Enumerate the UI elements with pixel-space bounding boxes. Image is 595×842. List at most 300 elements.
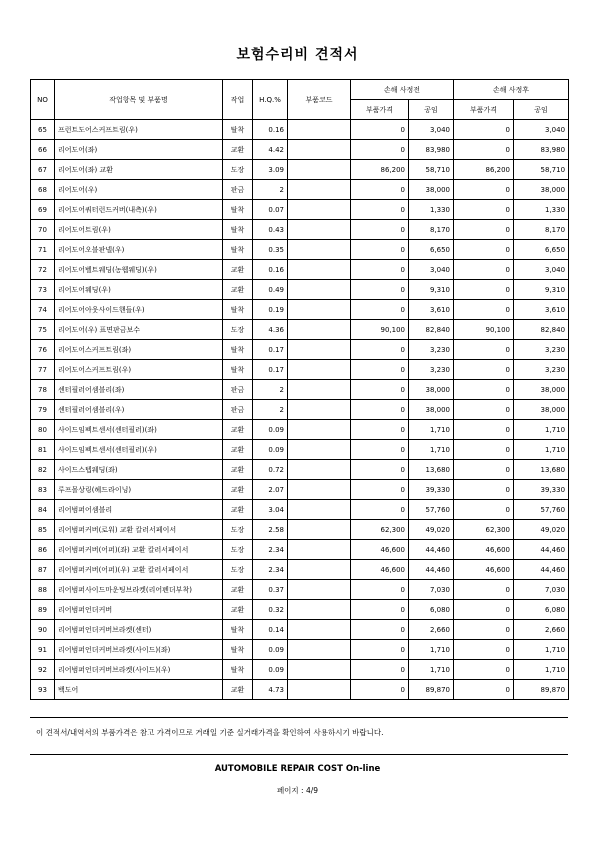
row-after-part-price: 0: [454, 500, 514, 520]
row-hq: 2: [253, 180, 288, 200]
row-work-type: 탈착: [223, 340, 253, 360]
row-hq: 4.42: [253, 140, 288, 160]
row-after-labor: 38,000: [514, 380, 569, 400]
table-row: [31, 220, 569, 240]
row-item-name: 사이드스텝웨딩(좌): [55, 460, 223, 480]
row-work-type: 교환: [223, 600, 253, 620]
row-hq: 0.32: [253, 600, 288, 620]
row-after-part-price: 62,300: [454, 520, 514, 540]
table-row: [31, 480, 569, 500]
row-hq: 0.09: [253, 440, 288, 460]
row-after-part-price: 0: [454, 460, 514, 480]
row-before-part-price: 0: [351, 120, 409, 140]
row-hq: 0.35: [253, 240, 288, 260]
row-part-code: [288, 360, 351, 380]
row-before-labor: 6,080: [409, 600, 454, 620]
footer-brand: AUTOMOBILE REPAIR COST On-line: [214, 764, 381, 774]
table-row: [31, 240, 569, 260]
row-item-name: 센터필러어셈블리(좌): [55, 380, 223, 400]
row-no: 71: [31, 240, 55, 260]
row-before-part-price: 0: [351, 180, 409, 200]
row-hq: 0.37: [253, 580, 288, 600]
row-item-name: 리어도어(좌): [55, 140, 223, 160]
row-after-part-price: 0: [454, 620, 514, 640]
table-row: [31, 440, 569, 460]
row-item-name: 리어도어벨트웨딩(농웹웨딩)(우): [55, 260, 223, 280]
row-no: 93: [31, 680, 55, 700]
page-number: 페이지 : 4/9: [276, 786, 319, 795]
row-before-labor: 3,040: [409, 120, 454, 140]
row-after-part-price: 0: [454, 360, 514, 380]
row-after-labor: 38,000: [514, 180, 569, 200]
row-before-labor: 83,980: [409, 140, 454, 160]
header-before-part-price: 부품가격: [351, 100, 409, 120]
row-before-part-price: 0: [351, 260, 409, 280]
row-before-part-price: 0: [351, 460, 409, 480]
table-row: [31, 200, 569, 220]
table-row: [31, 540, 569, 560]
row-before-labor: 1,710: [409, 660, 454, 680]
row-no: 73: [31, 280, 55, 300]
row-after-part-price: 0: [454, 220, 514, 240]
row-hq: 2.34: [253, 540, 288, 560]
row-before-labor: 57,760: [409, 500, 454, 520]
row-before-labor: 44,460: [409, 540, 454, 560]
row-hq: 2.58: [253, 520, 288, 540]
row-no: 88: [31, 580, 55, 600]
row-before-labor: 13,680: [409, 460, 454, 480]
row-item-name: 리어도어스커프트림(우): [55, 360, 223, 380]
header-after-assessment: 손해 사정후: [454, 80, 569, 100]
row-after-part-price: 0: [454, 180, 514, 200]
row-item-name: 리어범퍼커버(로워) 교환 칼러서페이서: [55, 520, 223, 540]
row-work-type: 교환: [223, 680, 253, 700]
row-work-type: 탈착: [223, 200, 253, 220]
row-no: 83: [31, 480, 55, 500]
row-item-name: 리어도어(우): [55, 180, 223, 200]
row-before-part-price: 0: [351, 500, 409, 520]
row-before-labor: 3,230: [409, 360, 454, 380]
row-item-name: 루프몰상링(헤드라이닝): [55, 480, 223, 500]
row-after-labor: 38,000: [514, 400, 569, 420]
row-work-type: 도장: [223, 540, 253, 560]
row-no: 89: [31, 600, 55, 620]
row-no: 67: [31, 160, 55, 180]
header-work: 작업: [223, 80, 253, 120]
row-before-part-price: 0: [351, 580, 409, 600]
row-before-labor: 38,000: [409, 180, 454, 200]
row-before-part-price: 0: [351, 600, 409, 620]
row-after-labor: 3,230: [514, 360, 569, 380]
row-part-code: [288, 300, 351, 320]
row-work-type: 도장: [223, 520, 253, 540]
row-part-code: [288, 540, 351, 560]
row-part-code: [288, 240, 351, 260]
row-work-type: 탈착: [223, 640, 253, 660]
table-row: [31, 320, 569, 340]
row-before-labor: 44,460: [409, 560, 454, 580]
row-after-labor: 44,460: [514, 540, 569, 560]
row-no: 65: [31, 120, 55, 140]
row-after-part-price: 0: [454, 140, 514, 160]
row-before-part-price: 90,100: [351, 320, 409, 340]
estimate-table: [30, 79, 569, 700]
row-after-labor: 2,660: [514, 620, 569, 640]
row-item-name: 리어범퍼언더커버브라켓(사이드)(우): [55, 660, 223, 680]
row-part-code: [288, 480, 351, 500]
row-before-labor: 1,710: [409, 420, 454, 440]
row-item-name: 리어도어(좌) 교환: [55, 160, 223, 180]
row-after-part-price: 0: [454, 580, 514, 600]
row-before-labor: 49,020: [409, 520, 454, 540]
row-no: 75: [31, 320, 55, 340]
row-after-part-price: 0: [454, 240, 514, 260]
row-part-code: [288, 340, 351, 360]
row-before-part-price: 0: [351, 360, 409, 380]
row-after-labor: 13,680: [514, 460, 569, 480]
row-after-part-price: 0: [454, 600, 514, 620]
row-after-labor: 8,170: [514, 220, 569, 240]
row-part-code: [288, 460, 351, 480]
row-no: 81: [31, 440, 55, 460]
row-after-labor: 58,710: [514, 160, 569, 180]
row-work-type: 탈착: [223, 660, 253, 680]
row-work-type: 교환: [223, 580, 253, 600]
row-no: 78: [31, 380, 55, 400]
row-after-part-price: 46,600: [454, 540, 514, 560]
row-no: 86: [31, 540, 55, 560]
row-before-part-price: 0: [351, 640, 409, 660]
row-work-type: 교환: [223, 460, 253, 480]
row-work-type: 탈착: [223, 240, 253, 260]
row-after-labor: 57,760: [514, 500, 569, 520]
row-before-part-price: 0: [351, 420, 409, 440]
row-before-part-price: 0: [351, 440, 409, 460]
table-header: [31, 80, 569, 120]
row-part-code: [288, 580, 351, 600]
table-row: [31, 400, 569, 420]
table-row: [31, 340, 569, 360]
row-before-labor: 8,170: [409, 220, 454, 240]
row-no: 70: [31, 220, 55, 240]
table-row: [31, 580, 569, 600]
row-after-labor: 3,610: [514, 300, 569, 320]
row-hq: 0.43: [253, 220, 288, 240]
row-before-part-price: 46,600: [351, 540, 409, 560]
row-after-labor: 1,710: [514, 660, 569, 680]
row-part-code: [288, 600, 351, 620]
row-hq: 0.09: [253, 660, 288, 680]
row-hq: 0.16: [253, 260, 288, 280]
row-part-code: [288, 420, 351, 440]
row-before-labor: 3,040: [409, 260, 454, 280]
row-no: 72: [31, 260, 55, 280]
row-hq: 3.04: [253, 500, 288, 520]
row-work-type: 탈착: [223, 360, 253, 380]
header-no: NO: [31, 80, 55, 120]
row-no: 68: [31, 180, 55, 200]
header-before-labor: 공임: [409, 100, 454, 120]
row-part-code: [288, 120, 351, 140]
row-item-name: 리어범퍼커버(어퍼)(우) 교환 칼러서페이서: [55, 560, 223, 580]
row-item-name: 리어범퍼언더커버브라켓(센터): [55, 620, 223, 640]
row-no: 74: [31, 300, 55, 320]
row-hq: 4.73: [253, 680, 288, 700]
header-part-code: 부품코드: [288, 80, 351, 120]
row-work-type: 판금: [223, 400, 253, 420]
header-after-labor: 공임: [514, 100, 569, 120]
row-after-part-price: 0: [454, 260, 514, 280]
row-before-labor: 9,310: [409, 280, 454, 300]
row-after-part-price: 0: [454, 200, 514, 220]
row-work-type: 교환: [223, 500, 253, 520]
row-before-part-price: 46,600: [351, 560, 409, 580]
row-hq: 0.19: [253, 300, 288, 320]
row-after-part-price: 0: [454, 120, 514, 140]
row-work-type: 탈착: [223, 300, 253, 320]
row-hq: 4.36: [253, 320, 288, 340]
row-before-labor: 3,610: [409, 300, 454, 320]
row-after-part-price: 0: [454, 680, 514, 700]
row-part-code: [288, 220, 351, 240]
row-after-labor: 6,080: [514, 600, 569, 620]
row-no: 87: [31, 560, 55, 580]
row-after-labor: 3,230: [514, 340, 569, 360]
table-row: [31, 640, 569, 660]
row-work-type: 교환: [223, 140, 253, 160]
row-part-code: [288, 400, 351, 420]
row-before-part-price: 0: [351, 400, 409, 420]
row-after-part-price: 0: [454, 280, 514, 300]
row-work-type: 판금: [223, 180, 253, 200]
row-before-labor: 6,650: [409, 240, 454, 260]
table-row: [31, 420, 569, 440]
table-row: [31, 460, 569, 480]
row-item-name: 리어범퍼언더커버브라켓(사이드)(좌): [55, 640, 223, 660]
row-work-type: 도장: [223, 560, 253, 580]
row-part-code: [288, 620, 351, 640]
row-after-labor: 83,980: [514, 140, 569, 160]
row-before-part-price: 0: [351, 220, 409, 240]
disclaimer-note: 이 견적서/내역서의 부품가격은 참고 가격이므로 거래일 기준 실거래가격을 확인하여 사용하시기 바랍니다.: [30, 717, 568, 755]
row-no: 69: [31, 200, 55, 220]
header-before-assessment: 손해 사정전: [351, 80, 454, 100]
row-after-part-price: 0: [454, 640, 514, 660]
row-part-code: [288, 260, 351, 280]
row-after-part-price: 0: [454, 480, 514, 500]
row-part-code: [288, 380, 351, 400]
row-part-code: [288, 200, 351, 220]
row-after-labor: 1,710: [514, 440, 569, 460]
row-hq: 0.09: [253, 640, 288, 660]
row-after-labor: 1,710: [514, 420, 569, 440]
table-row: [31, 380, 569, 400]
row-no: 80: [31, 420, 55, 440]
row-before-labor: 38,000: [409, 400, 454, 420]
row-part-code: [288, 180, 351, 200]
row-before-labor: 39,330: [409, 480, 454, 500]
row-item-name: 리어도어아웃사이드핸들(우): [55, 300, 223, 320]
row-work-type: 도장: [223, 320, 253, 340]
row-before-part-price: 0: [351, 380, 409, 400]
table-row: [31, 300, 569, 320]
table-row: [31, 180, 569, 200]
row-hq: 0.49: [253, 280, 288, 300]
row-hq: 0.17: [253, 340, 288, 360]
row-work-type: 탈착: [223, 120, 253, 140]
row-work-type: 교환: [223, 280, 253, 300]
row-after-labor: 1,330: [514, 200, 569, 220]
table-row: [31, 160, 569, 180]
row-before-part-price: 0: [351, 140, 409, 160]
row-after-labor: 39,330: [514, 480, 569, 500]
row-no: 76: [31, 340, 55, 360]
row-after-part-price: 46,600: [454, 560, 514, 580]
row-item-name: 리어범퍼커버(어퍼)(좌) 교환 칼러서페이서: [55, 540, 223, 560]
row-work-type: 탈착: [223, 220, 253, 240]
table-body: [31, 120, 569, 700]
table-row: [31, 260, 569, 280]
document-title: 보험수리비 견적서: [236, 47, 359, 63]
row-after-labor: 44,460: [514, 560, 569, 580]
row-part-code: [288, 320, 351, 340]
row-after-part-price: 0: [454, 440, 514, 460]
row-hq: 2: [253, 380, 288, 400]
row-hq: 0.72: [253, 460, 288, 480]
table-row: [31, 360, 569, 380]
row-before-part-price: 86,200: [351, 160, 409, 180]
row-hq: 0.17: [253, 360, 288, 380]
row-part-code: [288, 520, 351, 540]
table-row: [31, 140, 569, 160]
row-item-name: 리어도어오블판넬(우): [55, 240, 223, 260]
row-item-name: 리어도어(우) 표면판금보수: [55, 320, 223, 340]
row-item-name: 리어범퍼사이드마운팅브라켓(리어펜더부착): [55, 580, 223, 600]
row-before-labor: 1,710: [409, 440, 454, 460]
row-no: 91: [31, 640, 55, 660]
table-row: [31, 660, 569, 680]
table-row: [31, 600, 569, 620]
row-part-code: [288, 140, 351, 160]
row-after-part-price: 0: [454, 420, 514, 440]
row-work-type: 탈착: [223, 620, 253, 640]
row-hq: 0.14: [253, 620, 288, 640]
row-hq: 2: [253, 400, 288, 420]
row-after-labor: 9,310: [514, 280, 569, 300]
row-item-name: 리어범퍼어셈블리: [55, 500, 223, 520]
row-part-code: [288, 680, 351, 700]
row-after-labor: 3,040: [514, 120, 569, 140]
row-after-labor: 3,040: [514, 260, 569, 280]
row-after-labor: 6,650: [514, 240, 569, 260]
row-no: 85: [31, 520, 55, 540]
row-before-part-price: 0: [351, 300, 409, 320]
header-after-part-price: 부품가격: [454, 100, 514, 120]
row-no: 90: [31, 620, 55, 640]
table-row: [31, 560, 569, 580]
row-before-labor: 38,000: [409, 380, 454, 400]
row-hq: 0.16: [253, 120, 288, 140]
row-no: 92: [31, 660, 55, 680]
row-before-part-price: 0: [351, 480, 409, 500]
row-before-part-price: 0: [351, 340, 409, 360]
row-item-name: 센터필러어셈블리(우): [55, 400, 223, 420]
row-before-part-price: 0: [351, 680, 409, 700]
row-part-code: [288, 280, 351, 300]
row-before-part-price: 62,300: [351, 520, 409, 540]
row-after-labor: 7,030: [514, 580, 569, 600]
row-item-name: 백도어: [55, 680, 223, 700]
row-no: 77: [31, 360, 55, 380]
row-hq: 0.09: [253, 420, 288, 440]
row-part-code: [288, 500, 351, 520]
row-after-labor: 49,020: [514, 520, 569, 540]
row-after-labor: 89,870: [514, 680, 569, 700]
row-before-labor: 2,660: [409, 620, 454, 640]
row-no: 82: [31, 460, 55, 480]
row-item-name: 리어도어스커프트림(좌): [55, 340, 223, 360]
row-item-name: 프런트도어스커프트림(우): [55, 120, 223, 140]
row-after-labor: 82,840: [514, 320, 569, 340]
row-before-part-price: 0: [351, 660, 409, 680]
row-hq: 3.09: [253, 160, 288, 180]
row-item-name: 리어도어웨딩(우): [55, 280, 223, 300]
row-work-type: 교환: [223, 480, 253, 500]
row-after-part-price: 90,100: [454, 320, 514, 340]
table-row: [31, 280, 569, 300]
header-item: 작업항목 및 부품명: [55, 80, 223, 120]
table-row: [31, 520, 569, 540]
row-after-part-price: 86,200: [454, 160, 514, 180]
header-hq: H.Q.%: [253, 80, 288, 120]
row-after-part-price: 0: [454, 300, 514, 320]
row-part-code: [288, 440, 351, 460]
row-after-part-price: 0: [454, 340, 514, 360]
row-part-code: [288, 640, 351, 660]
row-part-code: [288, 560, 351, 580]
row-item-name: 리어범퍼언더커버: [55, 600, 223, 620]
row-part-code: [288, 660, 351, 680]
row-after-part-price: 0: [454, 660, 514, 680]
row-item-name: 사이드임펙트센서(센터필러)(우): [55, 440, 223, 460]
row-item-name: 리어도어트림(우): [55, 220, 223, 240]
row-part-code: [288, 160, 351, 180]
table-row: [31, 680, 569, 700]
row-item-name: 리어도어쿼터런드커버(내측)(우): [55, 200, 223, 220]
row-after-labor: 1,710: [514, 640, 569, 660]
row-hq: 2.07: [253, 480, 288, 500]
row-before-part-price: 0: [351, 620, 409, 640]
row-before-labor: 3,230: [409, 340, 454, 360]
row-item-name: 사이드임펙트센서(센터필러)(좌): [55, 420, 223, 440]
row-before-part-price: 0: [351, 280, 409, 300]
row-hq: 0.07: [253, 200, 288, 220]
table-row: [31, 500, 569, 520]
row-before-labor: 82,840: [409, 320, 454, 340]
row-work-type: 교환: [223, 440, 253, 460]
row-after-part-price: 0: [454, 400, 514, 420]
row-before-labor: 1,710: [409, 640, 454, 660]
row-hq: 2.34: [253, 560, 288, 580]
row-work-type: 교환: [223, 260, 253, 280]
row-before-part-price: 0: [351, 200, 409, 220]
row-no: 66: [31, 140, 55, 160]
row-no: 84: [31, 500, 55, 520]
row-before-part-price: 0: [351, 240, 409, 260]
row-work-type: 판금: [223, 380, 253, 400]
row-work-type: 교환: [223, 420, 253, 440]
row-after-part-price: 0: [454, 380, 514, 400]
